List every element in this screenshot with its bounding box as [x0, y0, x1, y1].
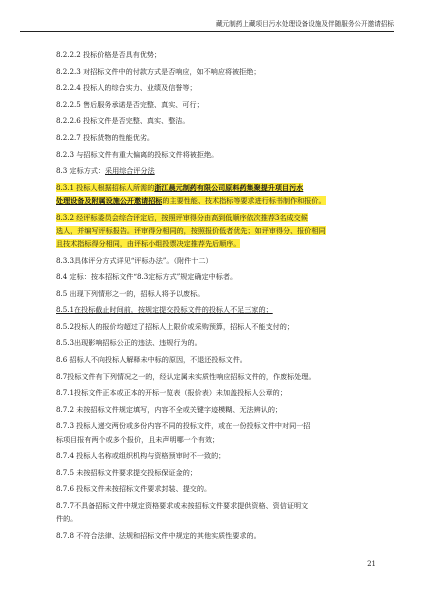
- document-header: 藏元制药上藏项目污水处理设备设施及伴随服务公开邀请招标: [20, 18, 394, 32]
- text-line: 8.7.6 投标文件未按招标文件要求封装、提交的。: [56, 484, 212, 494]
- text-line: 8.3.3具体评分方式详见“评标办法”。（附件十二）: [56, 255, 213, 265]
- text-line: 8.4 定标：按本招标文件“8.3定标方式”规定确定中标者。: [56, 272, 238, 282]
- text-line: 件的。: [56, 514, 78, 524]
- highlight-line: [56, 196, 374, 213]
- text-line: 8.7.7不具备招标文件中规定资格要求或未按招标文件要求提供资格、资信证明文: [56, 501, 309, 510]
- page-number: 21: [367, 560, 376, 568]
- highlight-line: [56, 213, 374, 226]
- highlight-text: 8.3.2 经评标委员会综合评定后，按照评审得分由高到低顺序依次推荐3名成交候: [56, 212, 308, 222]
- document-body: [56, 50, 374, 547]
- project-name-part1: 浙江晨元制药有限公司原料药集聚提升项目污水: [154, 182, 304, 192]
- text-line: 8.5 出现下列情形之一的，招标人将予以废标。: [56, 288, 205, 298]
- text-line: 8.7.1投标文件正本或正本的开标一览表（报价表）未加盖投标人公章的；: [56, 388, 287, 398]
- text-line: 8.5.3出现影响招标公正的违法、违规行为的。: [56, 338, 202, 348]
- text-line: 8.2.2.7 投标货物的性能优劣。: [56, 132, 155, 142]
- highlight-line: [56, 239, 374, 256]
- text-line: 8.2.2.6 投标文件是否完整、真实、整洁。: [56, 116, 190, 126]
- text-line: 8.7.8 不符合法律、法规和招标文件中规定的其他实质性要求的。: [56, 530, 261, 540]
- highlight-text: 选人，并编写评标报告。评审得分相同的，按照报价低者优先；如评审得分、报价相同: [56, 225, 326, 235]
- highlight-line: [56, 305, 374, 322]
- text-line: 8.7.2 未按招标文件规定填写，内容不全或关键字迹模糊、无法辨认的；: [56, 404, 283, 414]
- text-line: 8.7.5 未按招标文件要求提交投标保证金的；: [56, 467, 197, 477]
- text-line: 8.7.4 投标人名称或组织机构与资格预审时不一致的；: [56, 451, 226, 461]
- highlight-line: [56, 226, 374, 239]
- text-line: 8.2.2.4 投标人的综合实力、业绩及信誉等；: [56, 83, 197, 93]
- highlight-line: [56, 183, 374, 196]
- section-heading-8-3: [56, 166, 374, 183]
- text-line: 8.2.2.5 售后服务承诺是否完整、真实、可行；: [56, 99, 204, 109]
- project-name-part2: 处理设备及附属设施公开邀请招标: [56, 195, 163, 205]
- heading-label: 8.3 定标方式：: [56, 166, 106, 176]
- text-line: 8.2.2.3 对招标文件中的付款方式是否响应，如不响应将被拒绝；: [56, 66, 261, 76]
- text-line: 8.7投标文件有下列情况之一的，经认定属未实质性响应招标文件的，作废标处理。: [56, 371, 316, 381]
- text-line: 8.5.2投标人的报价均超过了招标人上限价或采购预算，招标人不能支付的；: [56, 321, 294, 331]
- text-line: 8.2.2.2 投标价格是否具有优势；: [56, 50, 162, 59]
- highlight-text: 且技术指标得分相同，由评标小组投票决定推荐先后顺序。: [56, 238, 241, 248]
- evaluation-method: 采用综合评分法: [105, 166, 155, 176]
- text-line: 8.6 招标人不向投标人解释未中标的原因，不退还投标文件。: [56, 355, 247, 365]
- highlight-text: 的主要性能、技术指标等要求进行标书制作和报价。: [162, 195, 326, 205]
- text-line: 8.7.3 投标人递交两份或多份内容不同的投标文件，或在一份投标文件中对同一招: [56, 421, 311, 431]
- underlined-text: 8.5.1在投标截止时间前，按规定提交投标文件的投标人不足三家的；: [56, 305, 273, 315]
- highlight-text: 8.3.1 投标人根据招标人所需的: [56, 182, 155, 192]
- text-line: 标项目报有两个或多个报价，且未声明哪一个有效；: [56, 434, 220, 444]
- text-line: 8.2.3 与招标文件有重大偏离的投标文件将被拒绝。: [56, 149, 219, 159]
